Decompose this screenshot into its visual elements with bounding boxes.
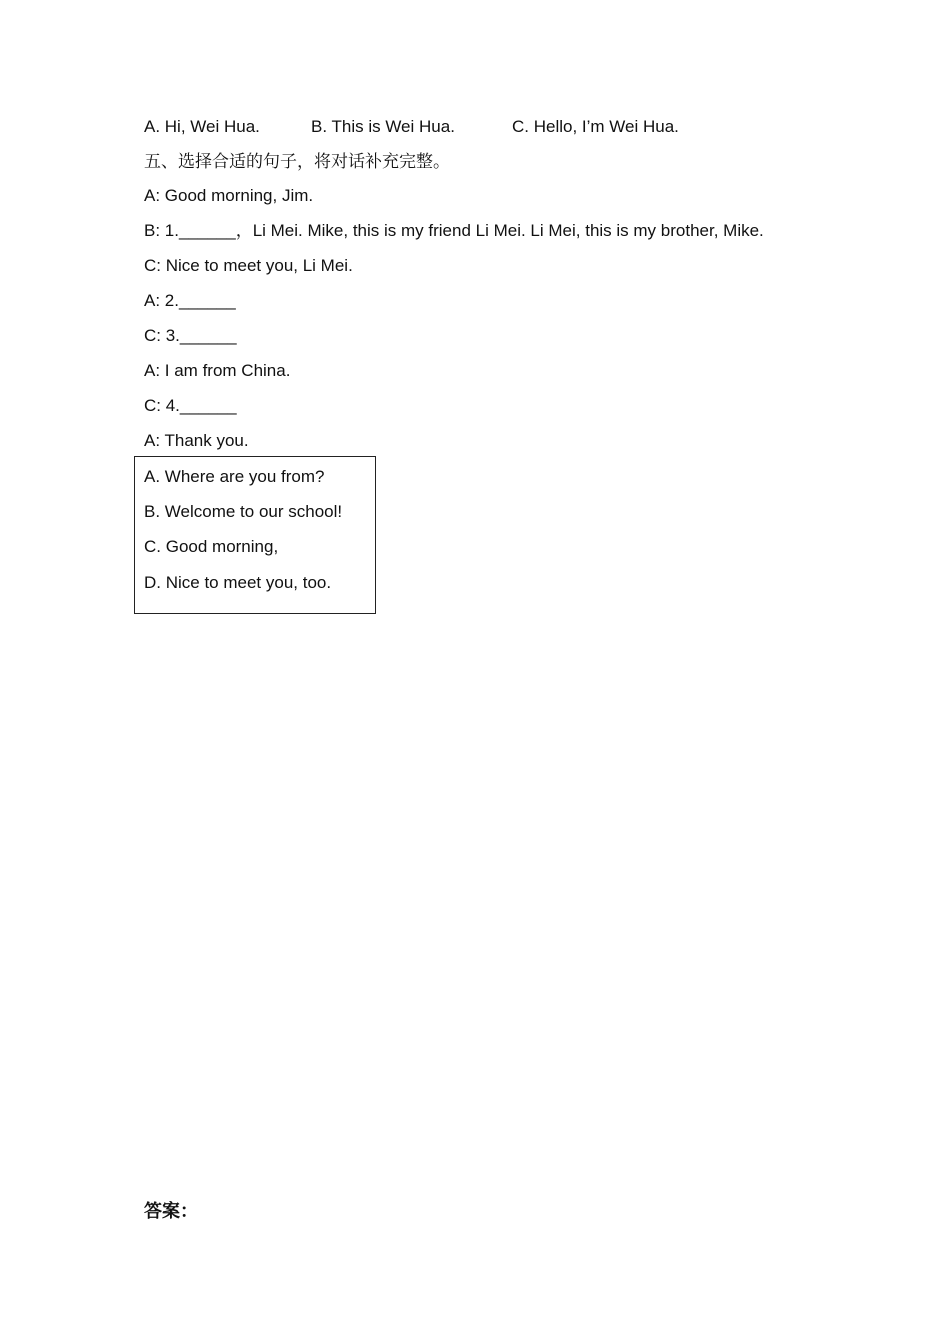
dialogue-line: A: I am from China. <box>144 361 291 380</box>
choice-b: B. Welcome to our school! <box>144 502 343 521</box>
section-title: 五、选择合适的句子，将对话补充完整。 <box>144 152 450 172</box>
choice-c: C. Good morning, <box>144 537 279 556</box>
dialogue-line: C: 4.______ <box>144 396 237 415</box>
option-a: A. Hi, Wei Hua. <box>144 117 260 136</box>
dialogue-line: A: Thank you. <box>144 431 249 450</box>
previous-question-options <box>144 116 844 138</box>
dialogue-line: A: 2.______ <box>144 291 236 310</box>
dialogue-line: C: Nice to meet you, Li Mei. <box>144 256 353 275</box>
option-b: B. This is Wei Hua. <box>311 117 455 136</box>
answer-heading: 答案： <box>144 1201 198 1222</box>
dialogue-line: A: Good morning, Jim. <box>144 186 314 205</box>
choice-box <box>134 456 376 614</box>
choice-a: A. Where are you from? <box>144 467 325 486</box>
dialogue-line: B: 1.______，Li Mei. Mike, this is my friend Li Mei. Li Mei, this is my brother, Mike. <box>144 221 764 240</box>
dialogue-line: C: 3.______ <box>144 326 237 345</box>
choice-d: D. Nice to meet you, too. <box>144 573 332 592</box>
option-c: C. Hello, I’m Wei Hua. <box>512 117 679 136</box>
